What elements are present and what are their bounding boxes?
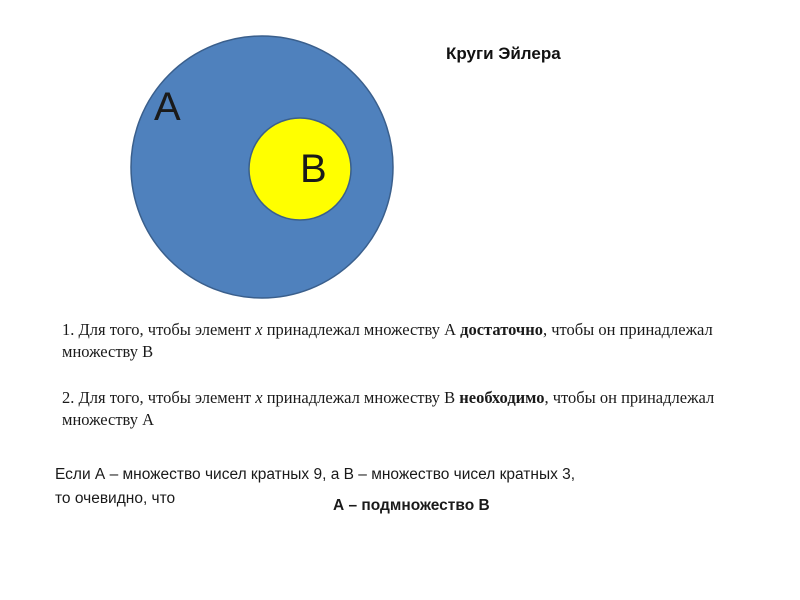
statement1-part2: принадлежал множеству А [262,320,461,339]
statement2-variable: х [255,388,263,407]
necessary-condition-statement [62,387,762,431]
page-title: Круги Эйлера [446,44,561,63]
set-b-label: B [300,147,327,191]
example-line1: Если А – множество чисел кратных 9, а В – множество чисел кратных 3, [55,466,576,483]
example-line2: то очевидно, что [55,490,176,507]
statement2-keyword: необходимо [459,388,545,407]
statement1-variable: х [255,320,263,339]
statement2-part3: , чтобы он принадлежал множеству А [62,388,715,429]
statement1-part1: 1. Для того, чтобы элемент [62,320,256,339]
statement2-part2: принадлежал множеству В [262,388,460,407]
statement2-part1: 2. Для того, чтобы элемент [62,388,256,407]
conclusion-text: А – подмножество В [333,497,490,514]
sufficient-condition-statement [62,319,762,363]
set-a-label: A [154,85,181,129]
statement1-part3: , чтобы он принадлежал множеству В [62,320,713,361]
statement1-keyword: достаточно [460,320,543,339]
